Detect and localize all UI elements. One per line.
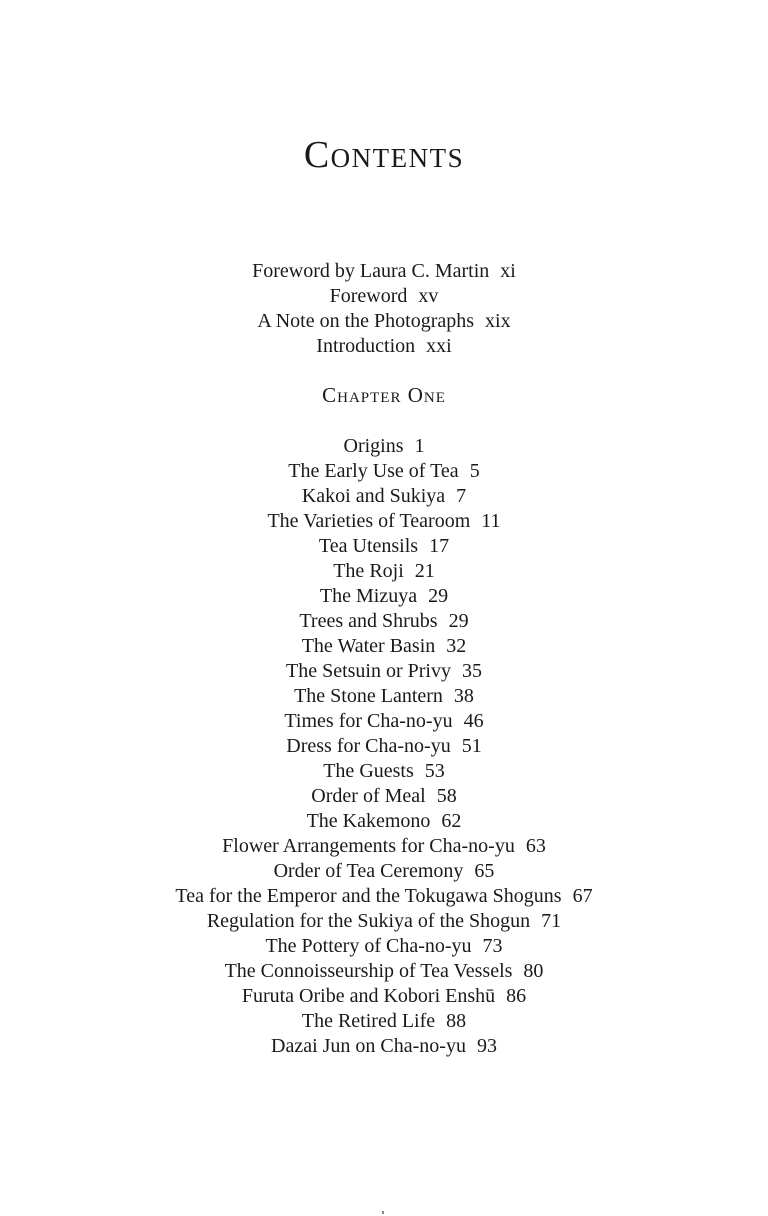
- toc-entry-label: A Note on the Photographs: [257, 310, 475, 332]
- page-title: Contents: [303, 134, 465, 176]
- toc-entry: [0, 834, 768, 859]
- toc-entry-page-number: 63: [525, 835, 546, 857]
- toc-entry: [0, 459, 768, 484]
- toc-entry-page-number: 29: [428, 585, 449, 607]
- toc-entry: [0, 934, 768, 959]
- toc-entry-page-number: 17: [429, 535, 450, 557]
- toc-entry-label: The Varieties of Tearoom: [267, 510, 471, 532]
- toc-entry-label: The Retired Life: [301, 1010, 436, 1032]
- toc-entry-label: Dazai Jun on Cha-no-yu: [271, 1035, 466, 1057]
- toc-entry-label: The Kakemono: [306, 810, 431, 832]
- toc-entry: [0, 684, 768, 709]
- toc-entry: [0, 784, 768, 809]
- toc-entry-page-number: 21: [414, 560, 435, 582]
- toc-entry-page-number: xxi: [426, 335, 452, 357]
- toc-entry-label: Tea for the Emperor and the Tokugawa Shoguns: [175, 885, 562, 907]
- toc-entry-label: Order of Meal: [311, 785, 426, 807]
- toc-entry: [0, 1034, 768, 1059]
- toc-entry-label: The Roji: [333, 560, 404, 582]
- toc-entry-label: The Connoisseurship of Tea Vessels: [224, 960, 513, 982]
- toc-entry: [0, 334, 768, 359]
- toc-entry-label: The Early Use of Tea: [288, 460, 459, 482]
- toc-entry-label: The Water Basin: [301, 635, 436, 657]
- toc-entry: [0, 859, 768, 884]
- toc-entry-page-number: 93: [476, 1035, 497, 1057]
- toc-entry-label: Regulation for the Sukiya of the Shogun: [206, 910, 531, 932]
- toc-entry-page-number: 62: [441, 810, 462, 832]
- toc-entry-page-number: 73: [482, 935, 503, 957]
- toc-entry-page-number: 80: [523, 960, 544, 982]
- toc-entry-page-number: 58: [436, 785, 457, 807]
- toc-entry-page-number: 35: [462, 660, 482, 682]
- toc-entry: [0, 884, 768, 909]
- chapter-entry-list: [0, 434, 768, 1059]
- toc-entry-label: Times for Cha-no-yu: [284, 710, 453, 732]
- toc-entry: [0, 759, 768, 784]
- toc-entry-page-number: 38: [453, 685, 474, 707]
- toc-entry: [0, 984, 768, 1009]
- toc-entry-page-number: 5: [469, 460, 480, 482]
- toc-entry-page-number: 53: [424, 760, 445, 782]
- toc-entry-page-number: 29: [448, 610, 469, 632]
- chapter-heading: Chapter One: [322, 383, 446, 407]
- toc-entry: [0, 634, 768, 659]
- toc-entry: [0, 559, 768, 584]
- toc-entry: [0, 284, 768, 309]
- toc-entry: [0, 309, 768, 334]
- toc-entry-page-number: 88: [446, 1010, 467, 1032]
- toc-entry: [0, 659, 768, 684]
- toc-entry-label: Order of Tea Ceremony: [273, 860, 464, 882]
- toc-entry-page-number: 32: [446, 635, 467, 657]
- toc-entry-label: Introduction: [316, 335, 416, 357]
- toc-entry-label: Furuta Oribe and Kobori Enshū: [241, 985, 496, 1007]
- front-matter-list: [0, 259, 768, 359]
- toc-entry-label: Kakoi and Sukiya: [301, 485, 446, 507]
- toc-entry-page-number: xi: [500, 260, 516, 282]
- toc-entry-page-number: xix: [485, 310, 511, 332]
- toc-entry-label: The Pottery of Cha-no-yu: [265, 935, 472, 957]
- toc-entry-page-number: 65: [474, 860, 495, 882]
- toc-entry-page-number: xv: [418, 285, 439, 307]
- page-edge-mark: [382, 1211, 384, 1214]
- toc-entry: [0, 609, 768, 634]
- toc-entry-label: Flower Arrangements for Cha-no-yu: [222, 835, 515, 857]
- toc-entry-page-number: 71: [541, 910, 562, 932]
- toc-entry: [0, 534, 768, 559]
- toc-entry: [0, 1009, 768, 1034]
- toc-entry-label: The Stone Lantern: [294, 685, 443, 707]
- toc-entry-label: The Guests: [323, 760, 414, 782]
- toc-entry: [0, 484, 768, 509]
- toc-entry: [0, 434, 768, 459]
- toc-entry: [0, 259, 768, 284]
- toc-entry: [0, 509, 768, 534]
- toc-entry: [0, 959, 768, 984]
- toc-entry: [0, 909, 768, 934]
- toc-entry: [0, 809, 768, 834]
- toc-entry-page-number: 46: [463, 710, 484, 732]
- toc-entry-page-number: 11: [481, 510, 501, 532]
- toc-entry-page-number: 1: [414, 435, 425, 457]
- toc-entry-label: The Mizuya: [319, 585, 418, 607]
- toc-entry-page-number: 67: [572, 885, 593, 907]
- toc-entry-page-number: 86: [506, 985, 527, 1007]
- toc-entry-label: Dress for Cha-no-yu: [286, 735, 451, 757]
- toc-entry-page-number: 7: [456, 485, 467, 507]
- toc-entry-label: Tea Utensils: [318, 535, 419, 557]
- toc-entry: [0, 734, 768, 759]
- toc-entry-page-number: 51: [461, 735, 482, 757]
- toc-entry: [0, 584, 768, 609]
- toc-entry-label: The Setsuin or Privy: [286, 660, 451, 682]
- toc-entry: [0, 709, 768, 734]
- toc-entry-label: Trees and Shrubs: [299, 610, 438, 632]
- toc-entry-label: Origins: [343, 435, 404, 457]
- toc-entry-label: Foreword: [329, 285, 408, 307]
- toc-entry-label: Foreword by Laura C. Martin: [252, 260, 490, 282]
